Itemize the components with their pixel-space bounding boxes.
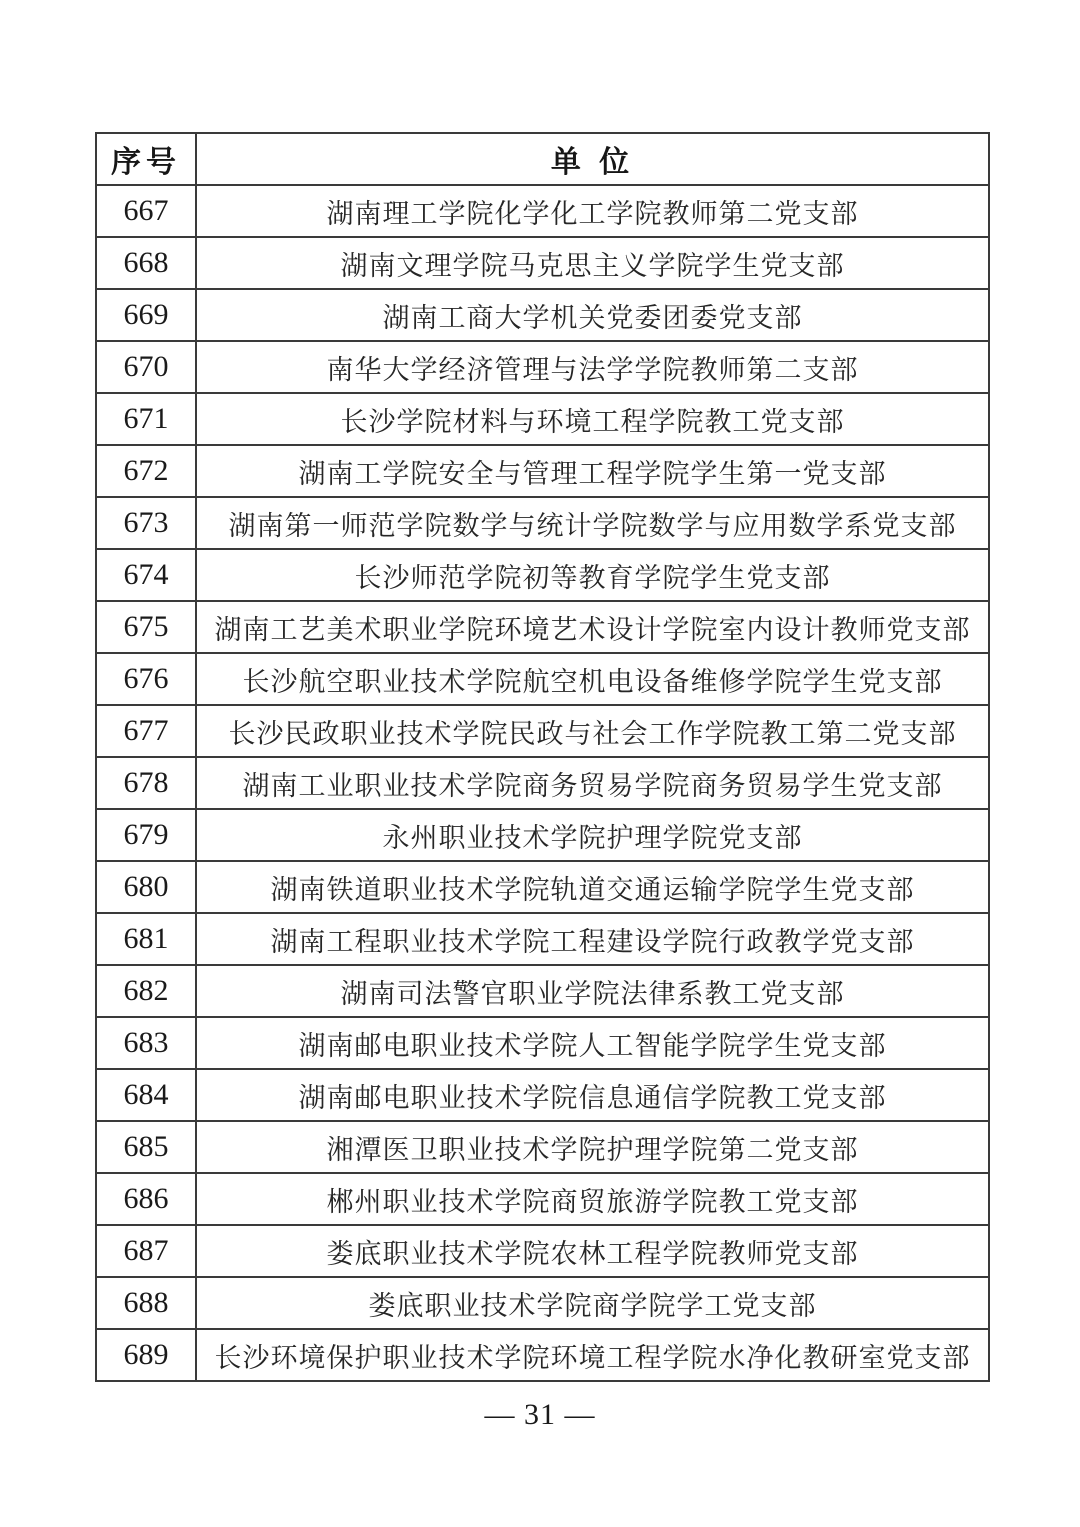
row-number: 674 [96, 549, 196, 601]
column-header-number: 序号 [96, 133, 196, 185]
row-unit: 湘潭医卫职业技术学院护理学院第二党支部 [196, 1121, 989, 1173]
row-number: 673 [96, 497, 196, 549]
row-number: 675 [96, 601, 196, 653]
table-header [96, 133, 989, 185]
row-unit: 湖南理工学院化学化工学院教师第二党支部 [196, 185, 989, 237]
row-number: 687 [96, 1225, 196, 1277]
row-number: 676 [96, 653, 196, 705]
row-number: 684 [96, 1069, 196, 1121]
table-row [96, 705, 989, 757]
row-unit: 湖南第一师范学院数学与统计学院数学与应用数学系党支部 [196, 497, 989, 549]
row-unit: 南华大学经济管理与法学学院教师第二支部 [196, 341, 989, 393]
table-row [96, 1069, 989, 1121]
table-row [96, 237, 989, 289]
table-row [96, 861, 989, 913]
row-number: 667 [96, 185, 196, 237]
row-unit: 长沙环境保护职业技术学院环境工程学院水净化教研室党支部 [196, 1329, 989, 1381]
row-number: 681 [96, 913, 196, 965]
row-number: 668 [96, 237, 196, 289]
table-row [96, 1225, 989, 1277]
row-number: 679 [96, 809, 196, 861]
table-row [96, 341, 989, 393]
row-unit: 长沙民政职业技术学院民政与社会工作学院教工第二党支部 [196, 705, 989, 757]
row-number: 688 [96, 1277, 196, 1329]
table-row [96, 185, 989, 237]
row-number: 670 [96, 341, 196, 393]
row-number: 680 [96, 861, 196, 913]
row-unit: 湖南文理学院马克思主义学院学生党支部 [196, 237, 989, 289]
row-unit: 郴州职业技术学院商贸旅游学院教工党支部 [196, 1173, 989, 1225]
table-row [96, 653, 989, 705]
table-row [96, 393, 989, 445]
row-unit: 湖南工商大学机关党委团委党支部 [196, 289, 989, 341]
row-number: 682 [96, 965, 196, 1017]
table-body [96, 185, 989, 1381]
table-row [96, 1173, 989, 1225]
row-unit: 湖南司法警官职业学院法律系教工党支部 [196, 965, 989, 1017]
row-number: 689 [96, 1329, 196, 1381]
table-row [96, 809, 989, 861]
row-number: 685 [96, 1121, 196, 1173]
row-unit: 湖南工学院安全与管理工程学院学生第一党支部 [196, 445, 989, 497]
table-row [96, 757, 989, 809]
table-row [96, 1121, 989, 1173]
row-number: 686 [96, 1173, 196, 1225]
table-header-row [96, 133, 989, 185]
row-number: 671 [96, 393, 196, 445]
table-row [96, 289, 989, 341]
table-row [96, 601, 989, 653]
table-row [96, 1329, 989, 1381]
row-unit: 永州职业技术学院护理学院党支部 [196, 809, 989, 861]
row-number: 672 [96, 445, 196, 497]
row-unit: 湖南工业职业技术学院商务贸易学院商务贸易学生党支部 [196, 757, 989, 809]
unit-list-table [95, 132, 990, 1382]
table-row [96, 913, 989, 965]
row-number: 683 [96, 1017, 196, 1069]
table-row [96, 965, 989, 1017]
table-row [96, 549, 989, 601]
row-unit: 湖南铁道职业技术学院轨道交通运输学院学生党支部 [196, 861, 989, 913]
row-unit: 湖南邮电职业技术学院人工智能学院学生党支部 [196, 1017, 989, 1069]
row-unit: 娄底职业技术学院商学院学工党支部 [196, 1277, 989, 1329]
row-unit: 长沙师范学院初等教育学院学生党支部 [196, 549, 989, 601]
table-row [96, 445, 989, 497]
row-number: 678 [96, 757, 196, 809]
row-unit: 长沙学院材料与环境工程学院教工党支部 [196, 393, 989, 445]
row-number: 669 [96, 289, 196, 341]
row-unit: 湖南邮电职业技术学院信息通信学院教工党支部 [196, 1069, 989, 1121]
row-number: 677 [96, 705, 196, 757]
column-header-unit: 单 位 [196, 133, 989, 185]
row-unit: 长沙航空职业技术学院航空机电设备维修学院学生党支部 [196, 653, 989, 705]
row-unit: 湖南工程职业技术学院工程建设学院行政教学党支部 [196, 913, 989, 965]
page-number: — 31 — [484, 1398, 596, 1431]
table-row [96, 1017, 989, 1069]
table-row [96, 497, 989, 549]
row-unit: 娄底职业技术学院农林工程学院教师党支部 [196, 1225, 989, 1277]
table-row [96, 1277, 989, 1329]
row-unit: 湖南工艺美术职业学院环境艺术设计学院室内设计教师党支部 [196, 601, 989, 653]
